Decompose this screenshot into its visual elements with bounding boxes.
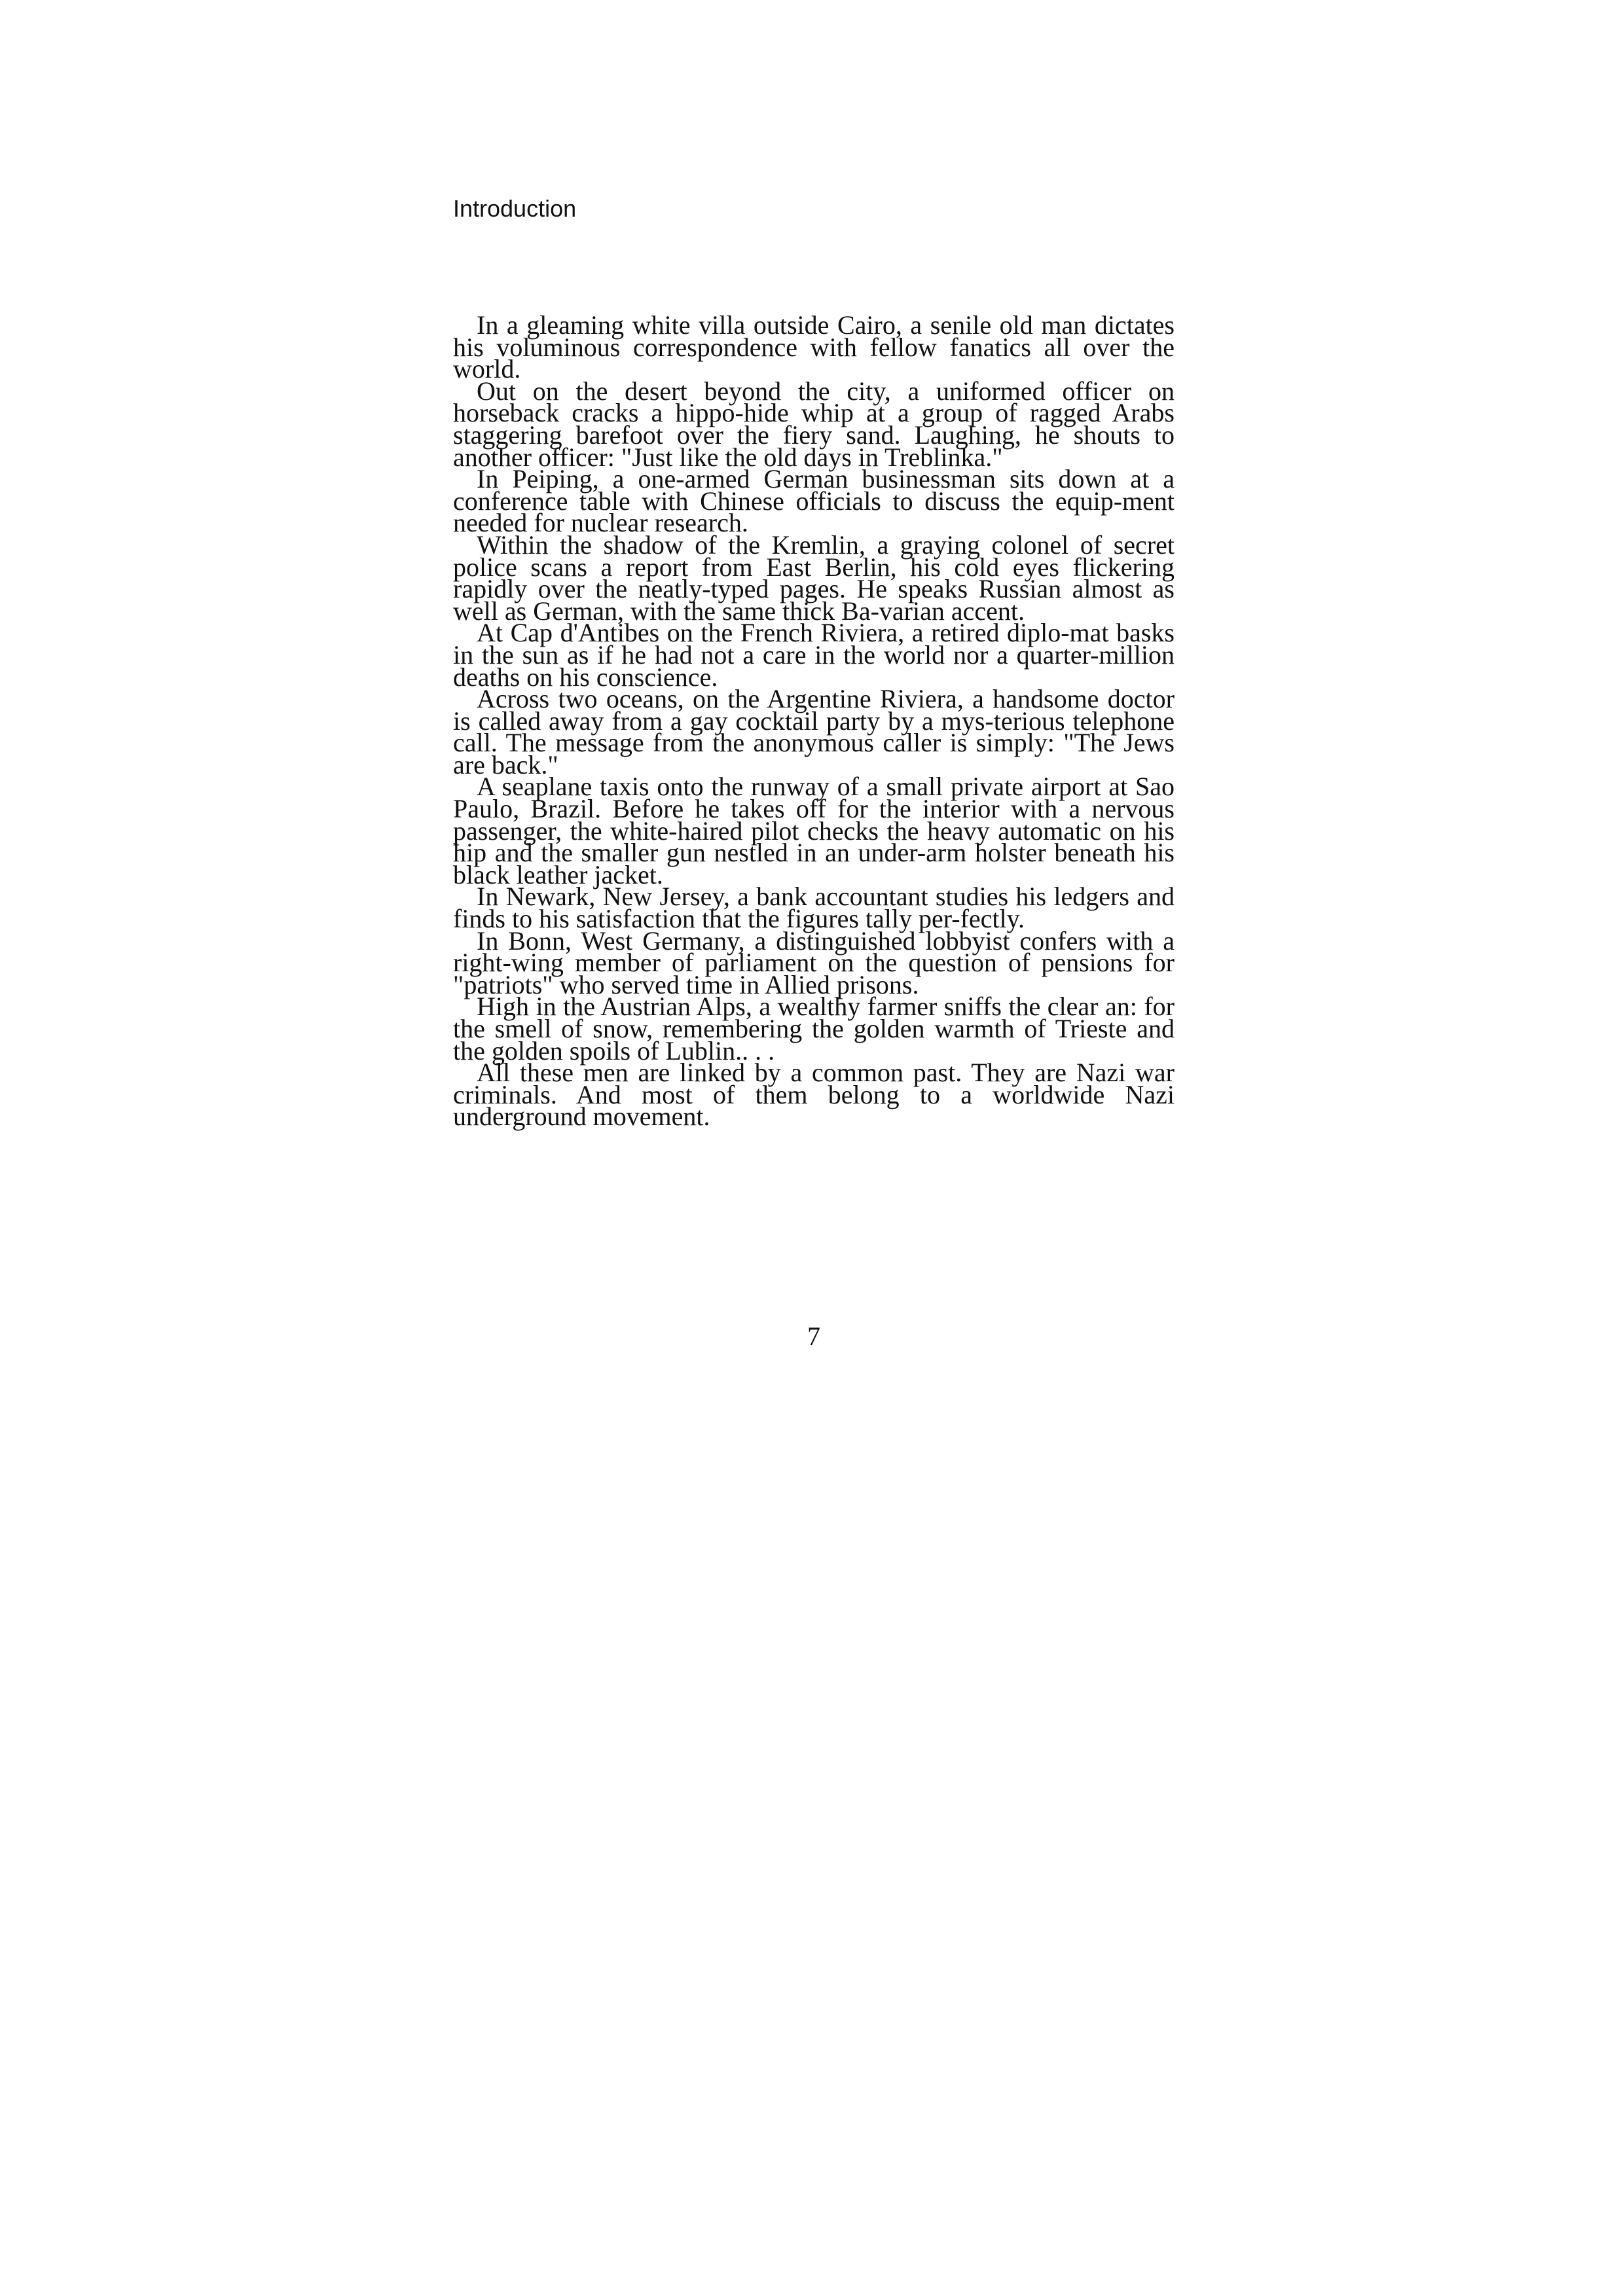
paragraph: A seaplane taxis onto the runway of a small private airport at Sao Paulo, Brazil. Before he takes off for the interior with a nervous passenger, the white-haired pilot checks the heavy automatic on his hip and the smaller gun nestled in an under-arm holster beneath his black leather jacket. [453, 772, 1175, 889]
paragraph: Out on the desert beyond the city, a uniformed officer on horseback cracks a hippo-hide whip at a group of ragged Arabs staggering barefoot over the fiery sand. Laughing, he shouts to another officer: "Just like the old days in Treblinka." [453, 376, 1175, 472]
paragraph: All these men are linked by a common past. They are Nazi war criminals. And most of them belong to a worldwide Nazi underground movement. [453, 1058, 1175, 1132]
body-text [453, 310, 1175, 1132]
paragraph: In Peiping, a one-armed German businessman sits down at a conference table with Chinese officials to discuss the equip-ment needed for nuclear research. [453, 464, 1175, 538]
section-heading: Introduction [453, 195, 577, 222]
paragraph: Within the shadow of the Kremlin, a graying colonel of secret police scans a report from East Berlin, his cold eyes flickering rapidly over the neatly-typed pages. He speaks Russian almost as well as German, with the same thick Ba-varian accent. [453, 529, 1175, 626]
paragraph: In Newark, New Jersey, a bank accountant studies his ledgers and finds to his satisfaction that the figures tally per-fectly. [453, 882, 1175, 934]
page-number: 7 [807, 1321, 820, 1351]
paragraph: In Bonn, West Germany, a distinguished lobbyist confers with a right-wing member of parliament on the question of pensions for "patriots" who served time in Allied prisons. [453, 925, 1175, 999]
paragraph: Across two oceans, on the Argentine Riviera, a handsome doctor is called away from a gay cocktail party by a mys-terious telephone call. The message from the anonymous caller is simply: "The Jews are back." [453, 684, 1175, 780]
paragraph: At Cap d'Antibes on the French Riviera, a retired diplo-mat basks in the sun as if he had not a care in the world nor a quarter-million deaths on his conscience. [453, 618, 1175, 692]
paragraph: In a gleaming white villa outside Cairo, a senile old man dictates his voluminous correspondence with fellow fanatics all over the world. [453, 310, 1175, 384]
paragraph: High in the Austrian Alps, a wealthy farmer sniffs the clear an: for the smell of snow, remembering the golden warmth of Trieste and the golden spoils of Lublin.. . . [453, 992, 1175, 1066]
